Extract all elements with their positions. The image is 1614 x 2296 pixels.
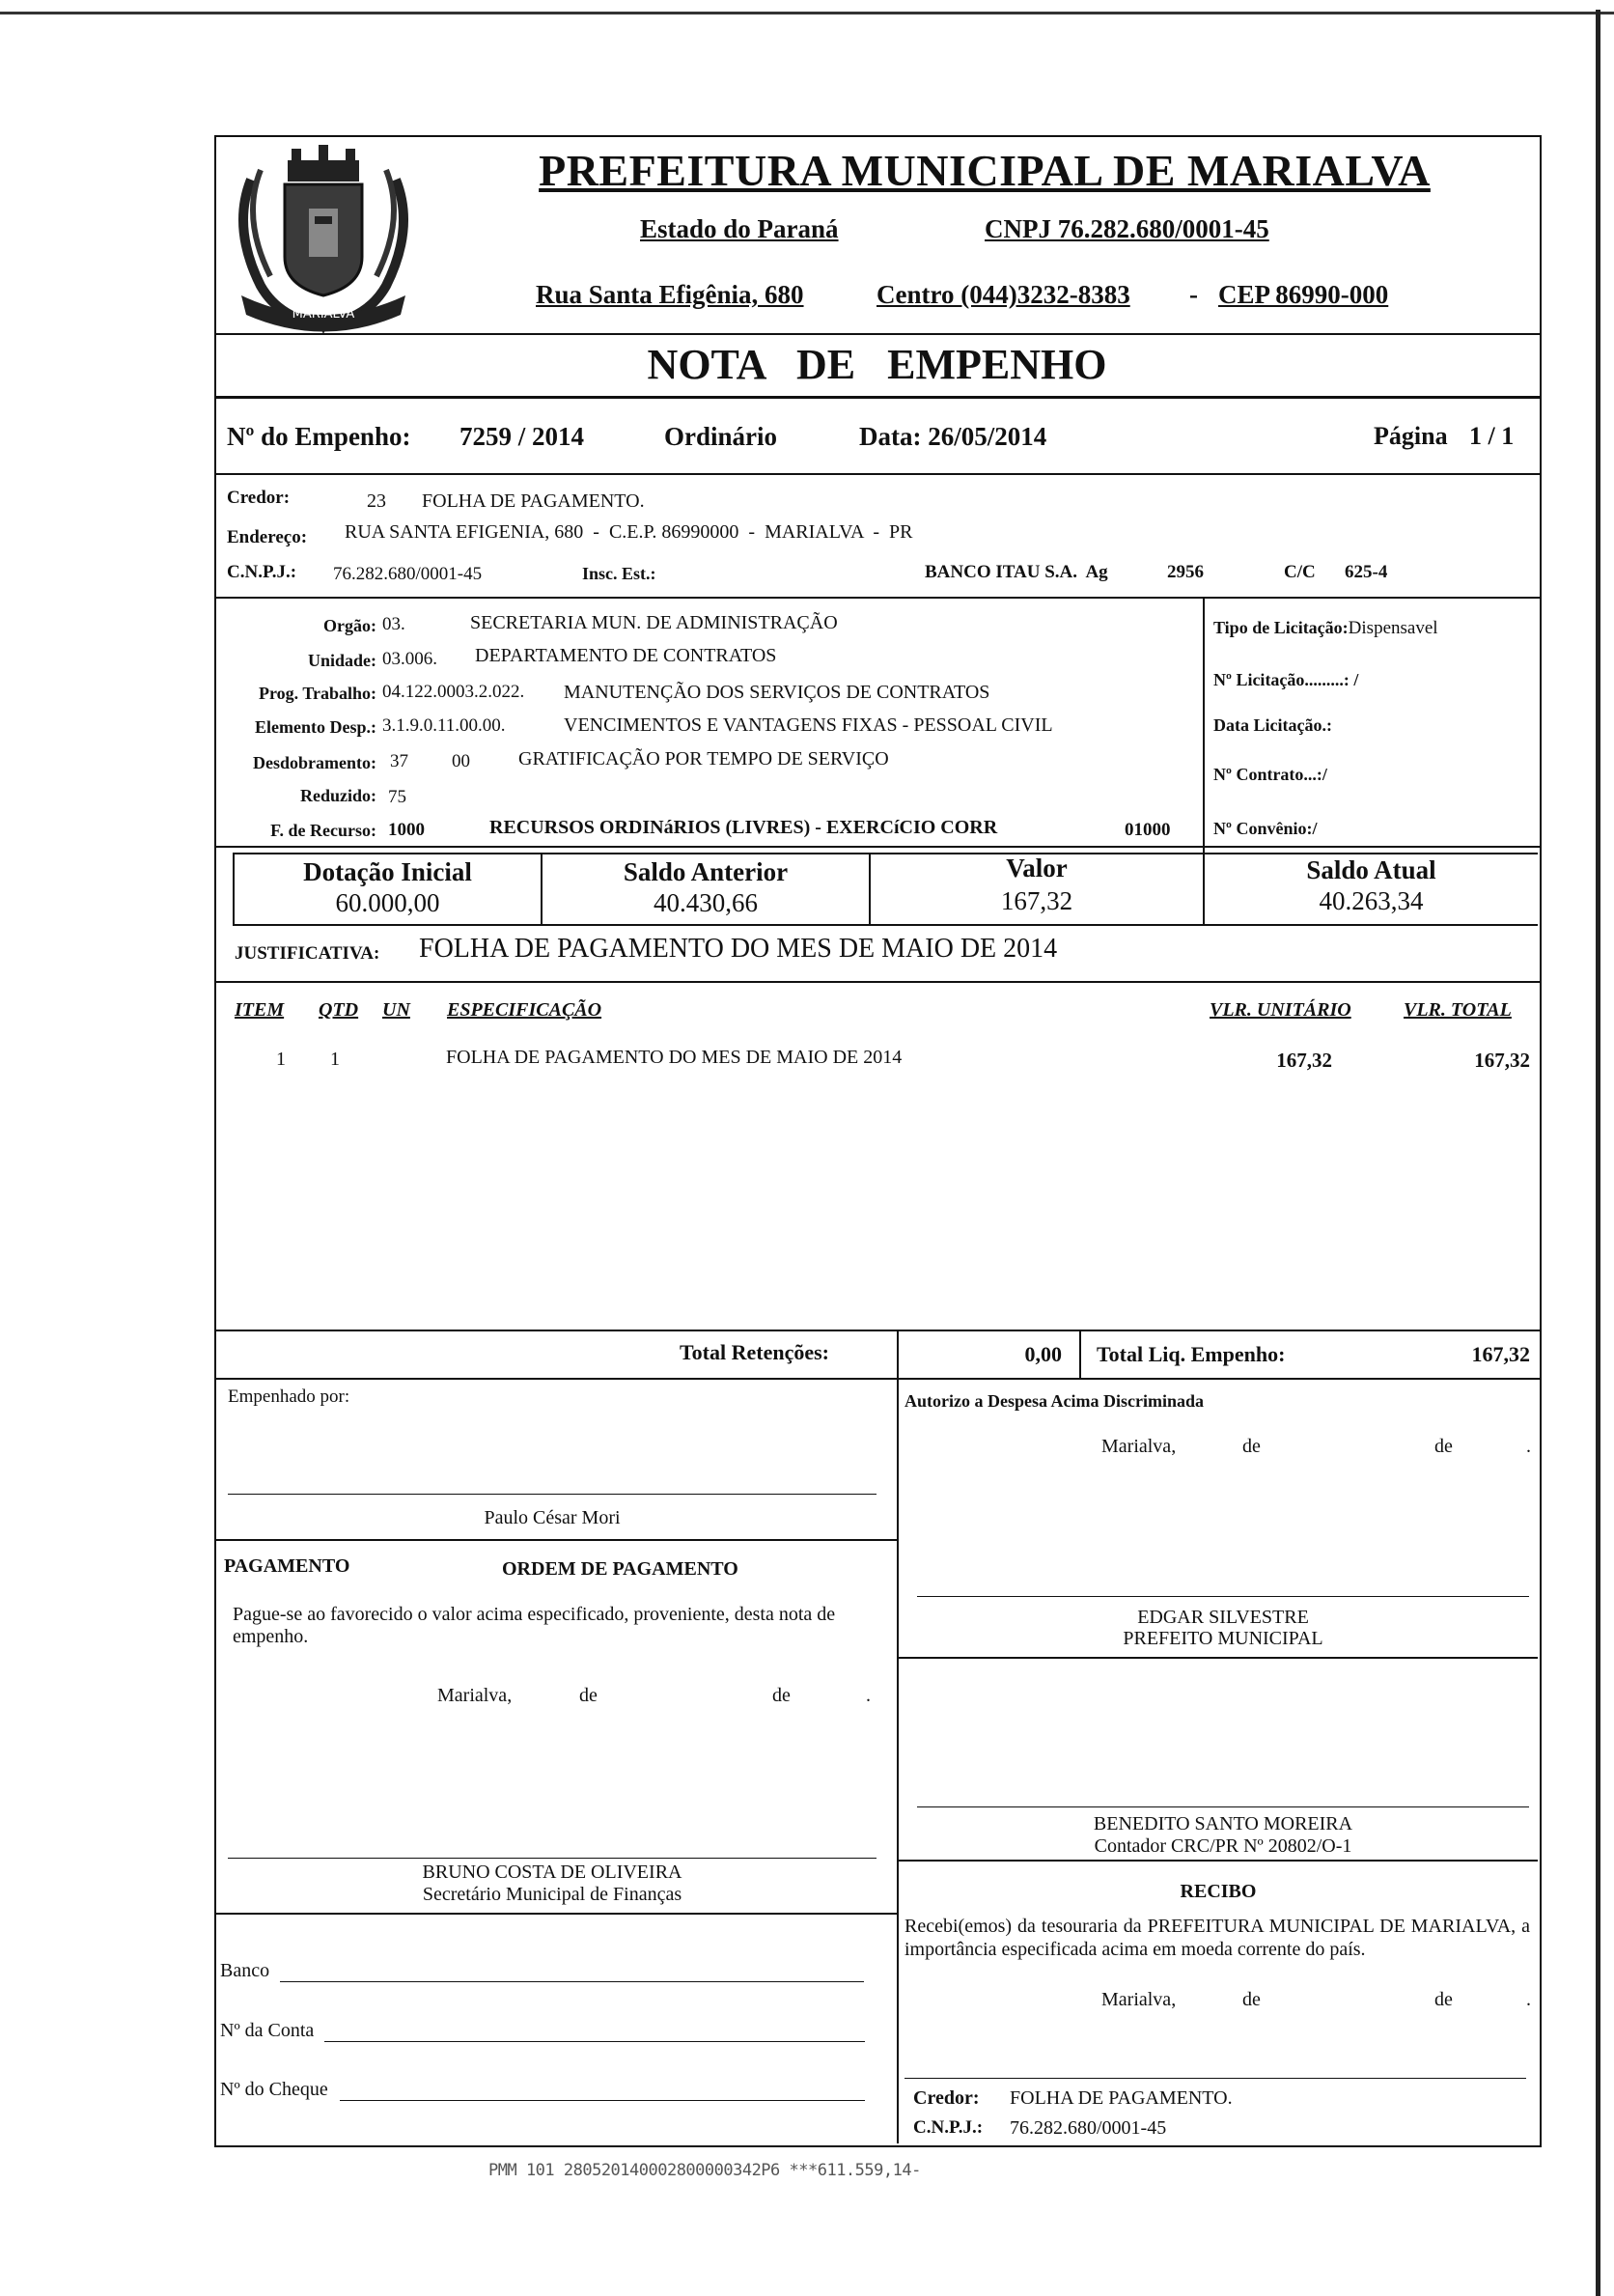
col-un: UN [382, 999, 410, 1021]
prefeito-divider [897, 1657, 1538, 1659]
orgao-name: SECRETARIA MUN. DE ADMINISTRAÇÃO [470, 612, 838, 633]
num-convenio: Nº Convênio:/ [1213, 819, 1318, 838]
contador-name: BENEDITO SANTO MOREIRA [1093, 1813, 1353, 1834]
cc-label: C/C [1284, 562, 1316, 582]
orgao-label: Orgão: [323, 616, 376, 635]
desd-code: 37 [390, 751, 408, 771]
district-phone: Centro (044)3232-8383 [877, 280, 1130, 309]
justificativa-text: FOLHA DE PAGAMENTO DO MES DE MAIO DE 2014 [419, 934, 1058, 964]
recibo-credor-name: FOLHA DE PAGAMENTO. [1010, 2087, 1233, 2109]
recibo-text: Recebi(emos) da tesouraria da PREFEITURA MUNICIPAL DE MARIALVA, a importância especificada acima em moeda corrente do país. [904, 1916, 1530, 1960]
empenho-label: Nº do Empenho: [227, 422, 411, 451]
empenho-number: 7259 / 2014 [459, 422, 585, 451]
valor-label: Valor [1006, 854, 1068, 882]
cheque-label: Nº do Cheque [220, 2079, 328, 2100]
budget-divider [214, 846, 1540, 848]
licit-vertical [1203, 597, 1205, 857]
info-divider [214, 473, 1540, 475]
data-licitacao: Data Licitação.: [1213, 715, 1332, 735]
credor-name: FOLHA DE PAGAMENTO. [422, 490, 645, 512]
secretario-title: Secretário Municipal de Finanças [422, 1884, 682, 1905]
elem-name: VENCIMENTOS E VANTAGENS FIXAS - PESSOAL CIVIL [564, 714, 1053, 736]
valor-value: 167,32 [1000, 886, 1073, 915]
credor-address: RUA SANTA EFIGENIA, 680 - C.E.P. 86990000 - MARIALVA - PR [345, 521, 913, 543]
coat-of-arms-seal [222, 141, 425, 334]
reduzido-label: Reduzido: [299, 786, 376, 805]
empenhado-label: Empenhado por: [228, 1386, 350, 1407]
prefeito-name: EDGAR SILVESTRE [1137, 1607, 1309, 1628]
tipo-licitacao-text: Tipo de Licitação: [1213, 618, 1349, 637]
summary-sep-1 [897, 1330, 899, 1378]
item-qtd: 1 [330, 1049, 340, 1070]
summary-sep-2 [1079, 1330, 1081, 1378]
cnpj-header: CNPJ 76.282.680/0001-45 [985, 214, 1269, 243]
autorizo-de-2: de [1434, 1436, 1453, 1457]
prog-code: 04.122.0003.2.022. [382, 682, 525, 702]
pagamento-de-2: de [772, 1685, 791, 1706]
recibo-de-1: de [1242, 1989, 1261, 2010]
insc-est-label: Insc. Est.: [582, 564, 656, 583]
unidade-code: 03.006. [382, 649, 437, 669]
dotacao-value: 60.000,00 [335, 888, 440, 917]
credor-label: Credor: [227, 488, 291, 508]
col-qtd: QTD [319, 999, 359, 1021]
prefeito-title: PREFEITO MUNICIPAL [1123, 1628, 1323, 1649]
item-number: 1 [276, 1049, 286, 1070]
col-unit: VLR. UNITÁRIO [1210, 999, 1351, 1021]
recurso-number: 01000 [1125, 820, 1171, 840]
recibo-de-2: de [1434, 1989, 1453, 2010]
title-divider [214, 396, 1540, 399]
right-scan-edge [1596, 10, 1600, 2296]
empenhado-signature-line [228, 1494, 877, 1495]
prog-label: Prog. Trabalho: [258, 684, 376, 703]
secretario-name: BRUNO COSTA DE OLIVEIRA [422, 1862, 682, 1883]
autorizo-de-1: de [1242, 1436, 1261, 1457]
top-scan-line [0, 12, 1614, 14]
tipo-licitacao-label [1213, 618, 1438, 639]
item-unit-value: 167,32 [1276, 1049, 1332, 1072]
unidade-label: Unidade: [307, 651, 376, 670]
recibo-cnpj: 76.282.680/0001-45 [1010, 2117, 1167, 2139]
bank-name: BANCO ITAU S.A. Ag [925, 562, 1108, 582]
page-label: Página [1374, 422, 1448, 450]
recibo-title: RECIBO [1180, 1881, 1257, 1902]
autorizo-dot: . [1526, 1436, 1531, 1457]
credor-code: 23 [367, 490, 386, 512]
reduzido-code: 75 [388, 787, 406, 807]
prog-name: MANUTENÇÃO DOS SERVIÇOS DE CONTRATOS [564, 682, 990, 703]
recurso-label: F. de Recurso: [270, 821, 376, 840]
contador-divider [897, 1860, 1538, 1862]
saldo-atual-value: 40.263,34 [1319, 886, 1424, 915]
retencoes-value: 0,00 [1024, 1342, 1062, 1366]
recurso-name: RECURSOS ORDINáRIOS (LIVRES) - EXERCíCIO CORR [489, 817, 998, 838]
saldo-atual-label: Saldo Atual [1306, 855, 1436, 884]
recibo-credor-label: Credor: [913, 2087, 980, 2109]
secretario-signature-line [228, 1858, 877, 1859]
prefeito-signature-line [917, 1596, 1529, 1597]
banco-line [280, 1981, 864, 1982]
doc-title: NOTA DE EMPENHO [647, 341, 1107, 388]
contador-signature-line [917, 1806, 1529, 1807]
col-total: VLR. TOTAL [1404, 999, 1512, 1021]
justificativa-label: JUSTIFICATIVA: [235, 943, 380, 964]
recibo-cnpj-label: C.N.P.J.: [913, 2117, 984, 2138]
liquido-value: 167,32 [1471, 1342, 1530, 1366]
cc-value: 625-4 [1345, 562, 1388, 582]
secretario-divider [214, 1913, 897, 1915]
empenho-type: Ordinário [664, 422, 778, 451]
elem-code: 3.1.9.0.11.00.00. [382, 715, 506, 736]
page-value: 1 / 1 [1469, 422, 1515, 450]
bank-agency: 2956 [1167, 562, 1204, 582]
pagamento-dot: . [866, 1685, 871, 1706]
footer-machine-code: PMM 101 280520140002800000342P6 ***611.559,14- [488, 2161, 921, 2180]
col-item: ITEM [235, 999, 285, 1021]
ordem-pagamento-title: ORDEM DE PAGAMENTO [502, 1558, 738, 1580]
empenho-date: Data: 26/05/2014 [859, 422, 1047, 451]
header-separator: - [1189, 280, 1198, 309]
autorizo-city: Marialva, [1101, 1436, 1177, 1457]
liquido-label: Total Liq. Empenho: [1097, 1342, 1286, 1366]
credor-divider [214, 597, 1540, 599]
orgao-code: 03. [382, 614, 405, 634]
justificativa-divider [214, 981, 1540, 983]
municipality-title: PREFEITURA MUNICIPAL DE MARIALVA [539, 146, 1431, 195]
saldo-anterior-label: Saldo Anterior [623, 857, 789, 886]
svg-text:MARIALVA: MARIALVA [292, 307, 355, 322]
saldo-anterior-value: 40.430,66 [654, 888, 758, 917]
pagamento-de-1: de [579, 1685, 598, 1706]
recibo-signature-line [904, 2078, 1526, 2079]
item-spec: FOLHA DE PAGAMENTO DO MES DE MAIO DE 2014 [446, 1047, 903, 1068]
recibo-city: Marialva, [1101, 1989, 1177, 2010]
num-contrato: Nº Contrato...:/ [1213, 765, 1327, 784]
empenhado-name: Paulo César Mori [484, 1507, 621, 1528]
lower-vertical [897, 1378, 899, 2143]
elem-label: Elemento Desp.: [255, 717, 376, 737]
credor-cnpj-label: C.N.P.J.: [227, 562, 297, 582]
banco-label: Banco [220, 1960, 270, 1981]
state-label: Estado do Paraná [640, 214, 839, 243]
summary-top [214, 1330, 1540, 1331]
item-total-value: 167,32 [1474, 1049, 1530, 1072]
summary-bottom [214, 1378, 1540, 1380]
recibo-dot: . [1526, 1989, 1531, 2010]
pague-text: Pague-se ao favorecido o valor acima especificado, proveniente, desta nota de empenho. [233, 1604, 836, 1647]
retencoes-label: Total Retenções: [680, 1340, 829, 1364]
pagamento-city: Marialva, [437, 1685, 513, 1706]
recurso-code: 1000 [388, 820, 425, 840]
unidade-name: DEPARTAMENTO DE CONTRATOS [475, 645, 777, 666]
col-spec: ESPECIFICAÇÃO [447, 999, 602, 1021]
desd-name: GRATIFICAÇÃO POR TEMPO DE SERVIÇO [518, 748, 889, 770]
pagamento-divider [214, 1539, 897, 1541]
conta-label: Nº da Conta [220, 2020, 315, 2041]
desd-label: Desdobramento: [253, 753, 376, 772]
street-label: Rua Santa Efigênia, 680 [536, 280, 804, 309]
header-divider [214, 333, 1540, 335]
autorizo-text: Autorizo a Despesa Acima Discriminada [904, 1391, 1204, 1411]
totals-bottom [233, 924, 1538, 926]
pagamento-title: PAGAMENTO [224, 1555, 350, 1577]
cheque-line [340, 2100, 865, 2101]
dotacao-label: Dotação Inicial [303, 857, 472, 886]
address-label: Endereço: [227, 527, 308, 547]
conta-line [324, 2041, 865, 2042]
num-licitacao: Nº Licitação.........: / [1213, 670, 1359, 689]
contador-title: Contador CRC/PR Nº 20802/O-1 [1094, 1835, 1352, 1857]
desd-sub: 00 [452, 751, 470, 771]
cep-label: CEP 86990-000 [1218, 280, 1389, 309]
credor-cnpj: 76.282.680/0001-45 [333, 564, 483, 584]
tipo-licitacao-value: Dispensavel [1348, 618, 1438, 638]
